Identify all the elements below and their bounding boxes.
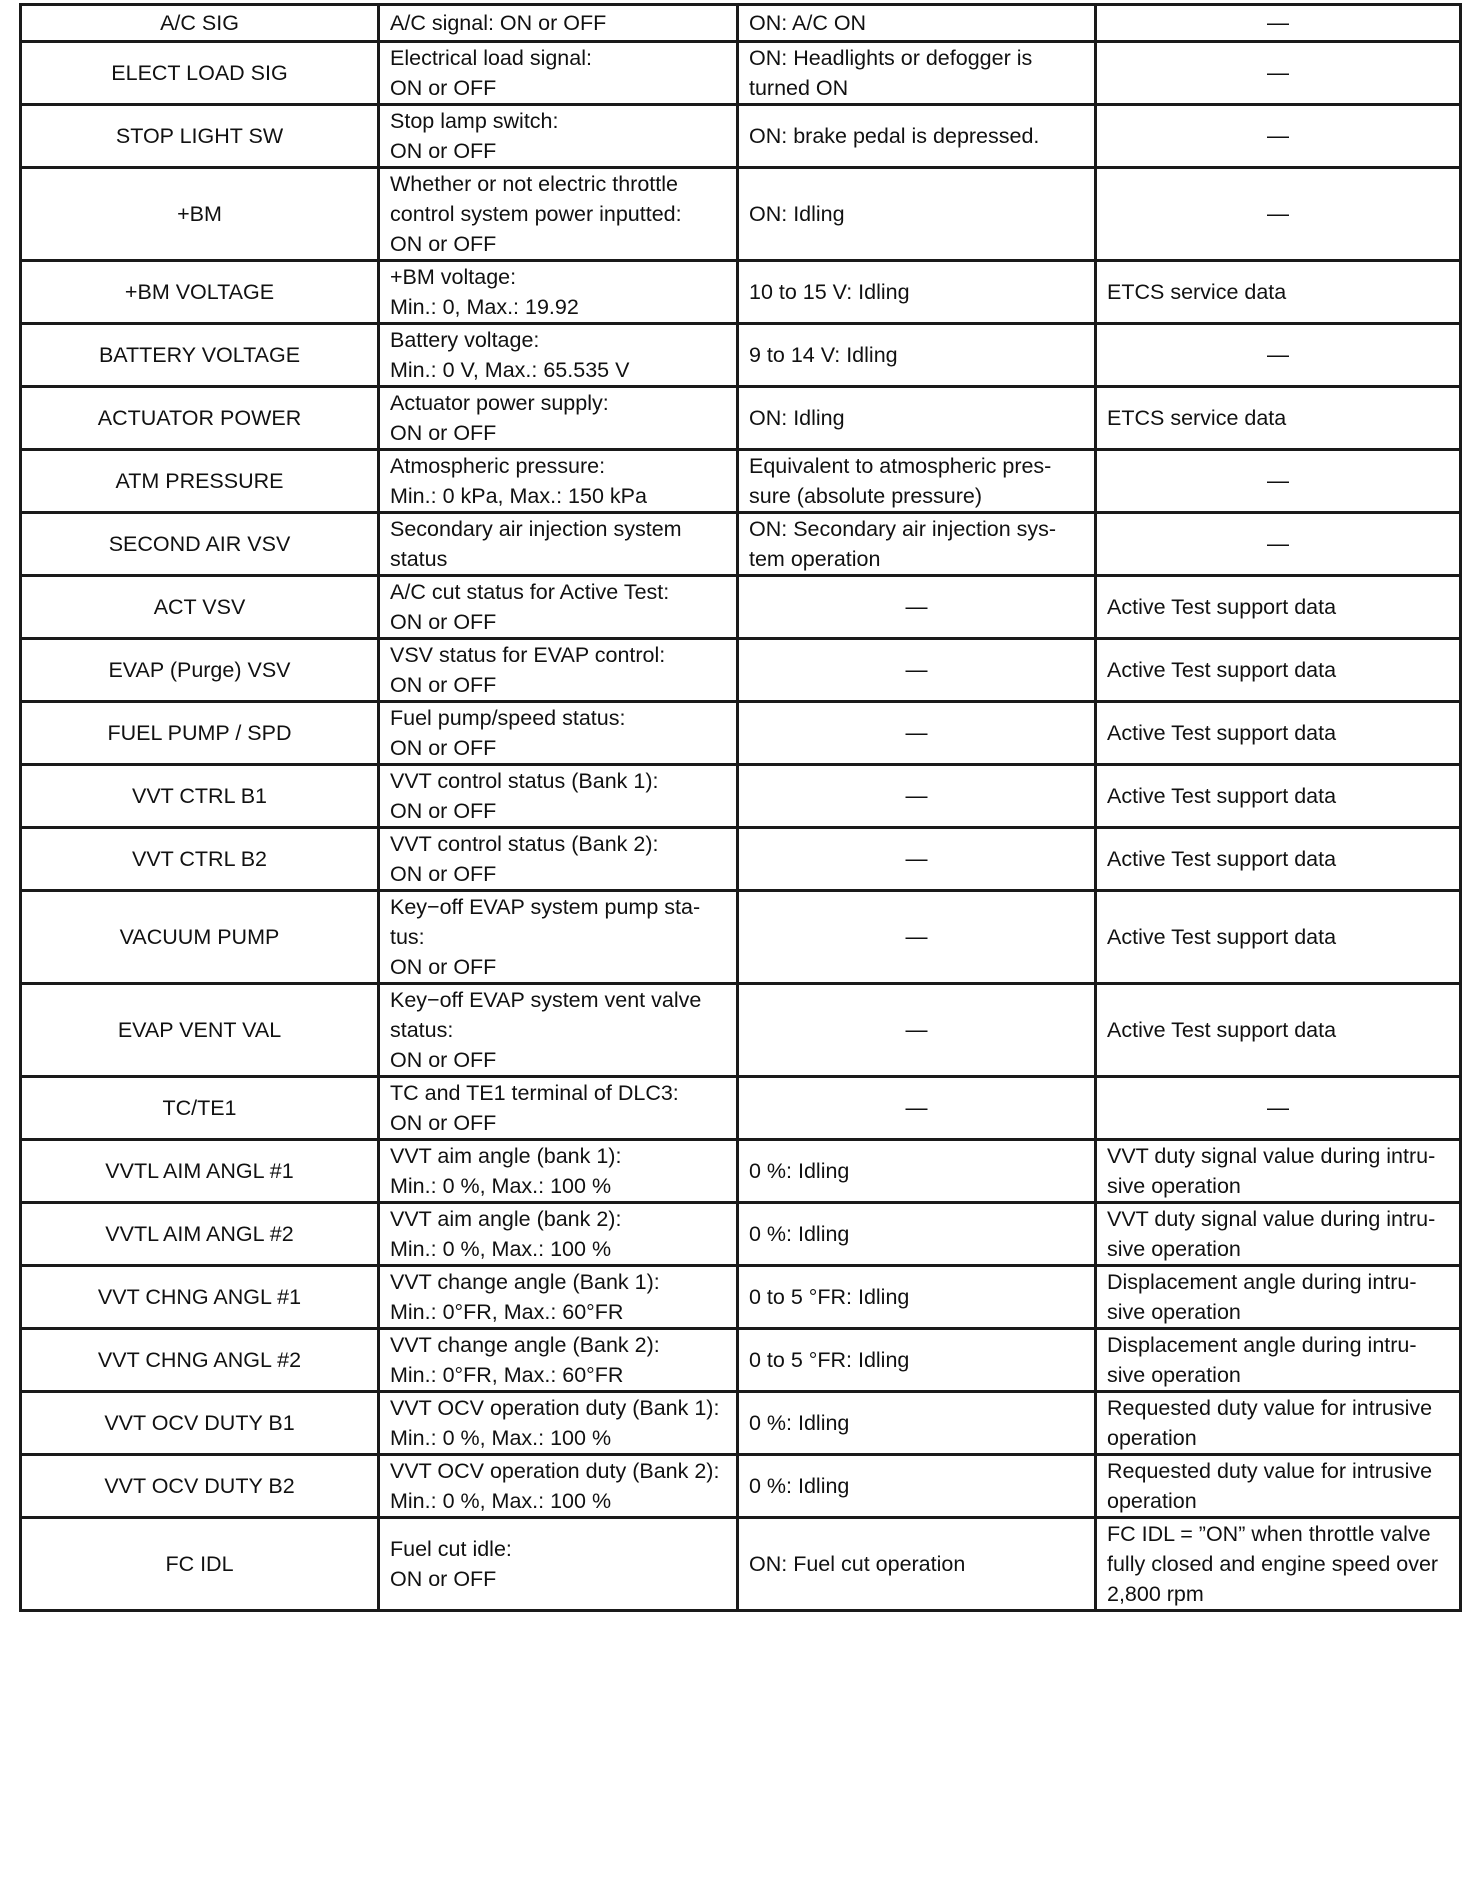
- normal-condition-cell: [738, 1392, 1096, 1455]
- empty-dash: —: [905, 1017, 928, 1042]
- diagnostic-note-cell: [1096, 1140, 1461, 1203]
- cell-text-line: 0 %: Idling: [749, 1159, 850, 1183]
- cell-text-line: Active Test support data: [1107, 784, 1337, 808]
- cell-text-line: ON or OFF: [390, 139, 497, 163]
- item-label: BATTERY VOLTAGE: [98, 343, 301, 367]
- cell-text-line: 0 %: Idling: [749, 1474, 850, 1498]
- table-row: [21, 5, 1461, 42]
- diagnostic-note-cell: [1096, 5, 1461, 42]
- cell-text-line: Electrical load signal:: [390, 46, 592, 70]
- diagnostic-note-cell: [1096, 765, 1461, 828]
- cell-text-line: FC IDL = ”ON” when throttle valve: [1107, 1522, 1431, 1546]
- cell-text-line: ON or OFF: [390, 1048, 497, 1072]
- cell-text-line: Active Test support data: [1107, 1018, 1337, 1042]
- data-list-table: [19, 3, 1462, 1612]
- cell-text-line: Active Test support data: [1107, 658, 1337, 682]
- cell-text-line: Actuator power supply:: [390, 391, 609, 415]
- item-cell: [21, 891, 379, 984]
- cell-text-line: Min.: 0 %, Max.: 100 %: [390, 1237, 612, 1261]
- cell-text-line: operation: [1107, 1426, 1197, 1450]
- diagnostic-note-cell: [1096, 702, 1461, 765]
- cell-text-line: VVT OCV operation duty (Bank 2):: [390, 1459, 720, 1483]
- cell-text-line: ON: A/C ON: [749, 11, 867, 35]
- cell-text-line: ON: Idling: [749, 202, 845, 226]
- item-cell: [21, 1518, 379, 1611]
- cell-text-line: ON or OFF: [390, 232, 497, 256]
- cell-text-line: Displacement angle during intru-: [1107, 1333, 1417, 1357]
- cell-text-line: ON or OFF: [390, 76, 497, 100]
- item-cell: [21, 42, 379, 105]
- cell-text-line: ON or OFF: [390, 610, 497, 634]
- cell-text-line: Equivalent to atmospheric pres-: [749, 454, 1052, 478]
- normal-condition-cell: [738, 576, 1096, 639]
- cell-text-line: VVT control status (Bank 1):: [390, 769, 659, 793]
- cell-text-line: control system power inputted:: [390, 202, 682, 226]
- cell-text-line: VVT duty signal value during intru-: [1107, 1144, 1436, 1168]
- item-cell: [21, 765, 379, 828]
- diagnostic-note-cell: [1096, 1203, 1461, 1266]
- table-row: [21, 105, 1461, 168]
- normal-condition-cell: [738, 1077, 1096, 1140]
- cell-text-line: ON: Secondary air injection sys-: [749, 517, 1057, 541]
- cell-text-line: VVT aim angle (bank 1):: [390, 1144, 622, 1168]
- cell-text-line: Min.: 0 V, Max.: 65.535 V: [390, 358, 630, 382]
- diagnostic-note-cell: [1096, 324, 1461, 387]
- diagnostic-note-cell: [1096, 387, 1461, 450]
- item-label: VVT CTRL B1: [131, 784, 267, 808]
- measurement-cell: [379, 105, 738, 168]
- cell-text-line: VVT OCV operation duty (Bank 1):: [390, 1396, 720, 1420]
- cell-text-line: ON: Headlights or defogger is: [749, 46, 1033, 70]
- diagnostic-note-cell: [1096, 168, 1461, 261]
- table-row: [21, 450, 1461, 513]
- measurement-cell: [379, 1266, 738, 1329]
- measurement-cell: [379, 513, 738, 576]
- item-cell: [21, 1329, 379, 1392]
- cell-text-line: status:: [390, 1018, 454, 1042]
- data-list-table-page: [19, 3, 1459, 1612]
- measurement-cell: [379, 387, 738, 450]
- table-row: [21, 42, 1461, 105]
- cell-text-line: +BM voltage:: [390, 265, 517, 289]
- normal-condition-cell: [738, 1203, 1096, 1266]
- measurement-cell: [379, 450, 738, 513]
- table-row: [21, 324, 1461, 387]
- table-row: [21, 828, 1461, 891]
- cell-text-line: ON: brake pedal is depressed.: [749, 124, 1040, 148]
- cell-text-line: Requested duty value for intrusive: [1107, 1396, 1433, 1420]
- cell-text-line: 0 to 5 °FR: Idling: [749, 1285, 910, 1309]
- diagnostic-note-cell: [1096, 513, 1461, 576]
- item-cell: [21, 702, 379, 765]
- cell-text-line: 0 %: Idling: [749, 1222, 850, 1246]
- empty-dash: —: [1267, 531, 1289, 556]
- normal-condition-cell: [738, 828, 1096, 891]
- cell-text-line: Whether or not electric throttle: [390, 172, 678, 196]
- cell-text-line: Active Test support data: [1107, 847, 1337, 871]
- cell-text-line: Min.: 0, Max.: 19.92: [390, 295, 579, 319]
- cell-text-line: Min.: 0 %, Max.: 100 %: [390, 1174, 612, 1198]
- measurement-cell: [379, 984, 738, 1077]
- item-cell: [21, 5, 379, 42]
- table-row: [21, 168, 1461, 261]
- item-label: FC IDL: [165, 1552, 234, 1576]
- cell-text-line: operation: [1107, 1489, 1197, 1513]
- empty-dash: —: [1267, 123, 1289, 148]
- empty-dash: —: [905, 594, 928, 619]
- empty-dash: —: [905, 1095, 928, 1120]
- measurement-cell: [379, 639, 738, 702]
- table-row: [21, 261, 1461, 324]
- table-row: [21, 1392, 1461, 1455]
- item-label: +BM VOLTAGE: [124, 280, 275, 304]
- table-row: [21, 1266, 1461, 1329]
- diagnostic-note-cell: [1096, 261, 1461, 324]
- cell-text-line: 10 to 15 V: Idling: [749, 280, 910, 304]
- cell-text-line: sive operation: [1107, 1300, 1241, 1324]
- measurement-cell: [379, 261, 738, 324]
- cell-text-line: ON or OFF: [390, 421, 497, 445]
- item-label: VVT CHNG ANGL #2: [97, 1348, 302, 1372]
- measurement-cell: [379, 891, 738, 984]
- normal-condition-cell: [738, 765, 1096, 828]
- normal-condition-cell: [738, 168, 1096, 261]
- cell-text-line: fully closed and engine speed over: [1107, 1552, 1439, 1576]
- measurement-cell: [379, 324, 738, 387]
- cell-text-line: status: [390, 547, 448, 571]
- item-label: EVAP (Purge) VSV: [108, 658, 291, 682]
- cell-text-line: ON or OFF: [390, 673, 497, 697]
- item-label: VVTL AIM ANGL #1: [105, 1159, 294, 1183]
- item-label: A/C SIG: [160, 11, 239, 35]
- item-cell: [21, 1140, 379, 1203]
- item-cell: [21, 828, 379, 891]
- cell-text-line: sive operation: [1107, 1363, 1241, 1387]
- normal-condition-cell: [738, 387, 1096, 450]
- cell-text-line: VVT change angle (Bank 2):: [390, 1333, 660, 1357]
- item-cell: [21, 168, 379, 261]
- item-label: ACTUATOR POWER: [97, 406, 302, 430]
- normal-condition-cell: [738, 702, 1096, 765]
- item-label: VVT OCV DUTY B2: [104, 1474, 295, 1498]
- item-cell: [21, 324, 379, 387]
- normal-condition-cell: [738, 891, 1096, 984]
- item-label: ATM PRESSURE: [115, 469, 284, 493]
- table-row: [21, 1077, 1461, 1140]
- cell-text-line: Min.: 0°FR, Max.: 60°FR: [390, 1363, 624, 1387]
- empty-dash: —: [1267, 10, 1289, 35]
- table-row: [21, 1518, 1461, 1611]
- measurement-cell: [379, 702, 738, 765]
- normal-condition-cell: [738, 513, 1096, 576]
- item-cell: [21, 387, 379, 450]
- item-label: EVAP VENT VAL: [117, 1018, 282, 1042]
- cell-text-line: Displacement angle during intru-: [1107, 1270, 1417, 1294]
- diagnostic-note-cell: [1096, 891, 1461, 984]
- item-label: SECOND AIR VSV: [108, 532, 291, 556]
- diagnostic-note-cell: [1096, 1077, 1461, 1140]
- item-cell: [21, 1203, 379, 1266]
- item-cell: [21, 1455, 379, 1518]
- item-label: FUEL PUMP / SPD: [107, 721, 292, 745]
- normal-condition-cell: [738, 984, 1096, 1077]
- table-row: [21, 387, 1461, 450]
- measurement-cell: [379, 828, 738, 891]
- cell-text-line: Min.: 0 kPa, Max.: 150 kPa: [390, 484, 647, 508]
- cell-text-line: A/C signal: ON or OFF: [390, 11, 607, 35]
- cell-text-line: ON: Fuel cut operation: [749, 1552, 966, 1576]
- table-row: [21, 1455, 1461, 1518]
- diagnostic-note-cell: [1096, 1518, 1461, 1611]
- item-cell: [21, 1392, 379, 1455]
- cell-text-line: TC and TE1 terminal of DLC3:: [390, 1081, 679, 1105]
- table-row: [21, 702, 1461, 765]
- diagnostic-note-cell: [1096, 105, 1461, 168]
- normal-condition-cell: [738, 105, 1096, 168]
- measurement-cell: [379, 1140, 738, 1203]
- diagnostic-note-cell: [1096, 42, 1461, 105]
- item-cell: [21, 1266, 379, 1329]
- table-row: [21, 1140, 1461, 1203]
- measurement-cell: [379, 1518, 738, 1611]
- measurement-cell: [379, 5, 738, 42]
- table-body: [21, 5, 1461, 1611]
- normal-condition-cell: [738, 1518, 1096, 1611]
- diagnostic-note-cell: [1096, 984, 1461, 1077]
- item-label: VVT OCV DUTY B1: [104, 1411, 295, 1435]
- item-cell: [21, 639, 379, 702]
- cell-text-line: Fuel pump/speed status:: [390, 706, 626, 730]
- cell-text-line: sive operation: [1107, 1174, 1241, 1198]
- cell-text-line: Active Test support data: [1107, 595, 1337, 619]
- empty-dash: —: [905, 657, 928, 682]
- item-label: STOP LIGHT SW: [115, 124, 284, 148]
- cell-text-line: tem operation: [749, 547, 881, 571]
- cell-text-line: ON or OFF: [390, 799, 497, 823]
- cell-text-line: 0 %: Idling: [749, 1411, 850, 1435]
- cell-text-line: 9 to 14 V: Idling: [749, 343, 898, 367]
- item-cell: [21, 105, 379, 168]
- empty-dash: —: [1267, 1095, 1289, 1120]
- cell-text-line: VVT control status (Bank 2):: [390, 832, 659, 856]
- item-cell: [21, 450, 379, 513]
- normal-condition-cell: [738, 42, 1096, 105]
- measurement-cell: [379, 1455, 738, 1518]
- item-label: VVT CHNG ANGL #1: [97, 1285, 302, 1309]
- cell-text-line: sive operation: [1107, 1237, 1241, 1261]
- empty-dash: —: [905, 924, 928, 949]
- diagnostic-note-cell: [1096, 450, 1461, 513]
- cell-text-line: Fuel cut idle:: [390, 1537, 512, 1561]
- table-row: [21, 984, 1461, 1077]
- diagnostic-note-cell: [1096, 639, 1461, 702]
- cell-text-line: ETCS service data: [1107, 406, 1287, 430]
- cell-text-line: VVT duty signal value during intru-: [1107, 1207, 1436, 1231]
- cell-text-line: Key−off EVAP system pump sta-: [390, 895, 701, 919]
- cell-text-line: Battery voltage:: [390, 328, 540, 352]
- item-cell: [21, 261, 379, 324]
- cell-text-line: ON or OFF: [390, 1111, 497, 1135]
- cell-text-line: turned ON: [749, 76, 849, 100]
- measurement-cell: [379, 765, 738, 828]
- item-label: VACUUM PUMP: [119, 925, 280, 949]
- cell-text-line: Secondary air injection system: [390, 517, 682, 541]
- cell-text-line: ON or OFF: [390, 1567, 497, 1591]
- diagnostic-note-cell: [1096, 1392, 1461, 1455]
- item-cell: [21, 1077, 379, 1140]
- item-cell: [21, 576, 379, 639]
- cell-text-line: Min.: 0°FR, Max.: 60°FR: [390, 1300, 624, 1324]
- cell-text-line: Requested duty value for intrusive: [1107, 1459, 1433, 1483]
- item-label: +BM: [177, 202, 222, 226]
- cell-text-line: Key−off EVAP system vent valve: [390, 988, 702, 1012]
- cell-text-line: 0 to 5 °FR: Idling: [749, 1348, 910, 1372]
- item-label: TC/TE1: [162, 1096, 237, 1120]
- table-row: [21, 1329, 1461, 1392]
- cell-text-line: Stop lamp switch:: [390, 109, 559, 133]
- measurement-cell: [379, 1077, 738, 1140]
- measurement-cell: [379, 1203, 738, 1266]
- normal-condition-cell: [738, 639, 1096, 702]
- diagnostic-note-cell: [1096, 1455, 1461, 1518]
- measurement-cell: [379, 168, 738, 261]
- item-cell: [21, 513, 379, 576]
- empty-dash: —: [1267, 468, 1289, 493]
- measurement-cell: [379, 1392, 738, 1455]
- cell-text-line: A/C cut status for Active Test:: [390, 580, 670, 604]
- cell-text-line: tus:: [390, 925, 425, 949]
- empty-dash: —: [1267, 201, 1289, 226]
- normal-condition-cell: [738, 1455, 1096, 1518]
- measurement-cell: [379, 42, 738, 105]
- table-row: [21, 576, 1461, 639]
- cell-text-line: Active Test support data: [1107, 721, 1337, 745]
- diagnostic-note-cell: [1096, 576, 1461, 639]
- cell-text-line: 2,800 rpm: [1107, 1582, 1204, 1606]
- item-label: ELECT LOAD SIG: [111, 61, 288, 85]
- measurement-cell: [379, 1329, 738, 1392]
- cell-text-line: VSV status for EVAP control:: [390, 643, 666, 667]
- table-row: [21, 891, 1461, 984]
- item-label: VVT CTRL B2: [131, 847, 267, 871]
- cell-text-line: VVT change angle (Bank 1):: [390, 1270, 660, 1294]
- cell-text-line: ON or OFF: [390, 955, 497, 979]
- empty-dash: —: [905, 783, 928, 808]
- normal-condition-cell: [738, 1266, 1096, 1329]
- cell-text-line: Active Test support data: [1107, 925, 1337, 949]
- cell-text-line: Min.: 0 %, Max.: 100 %: [390, 1426, 612, 1450]
- cell-text-line: VVT aim angle (bank 2):: [390, 1207, 622, 1231]
- empty-dash: —: [1267, 342, 1289, 367]
- normal-condition-cell: [738, 5, 1096, 42]
- cell-text-line: ON: Idling: [749, 406, 845, 430]
- cell-text-line: ETCS service data: [1107, 280, 1287, 304]
- table-row: [21, 513, 1461, 576]
- empty-dash: —: [905, 720, 928, 745]
- normal-condition-cell: [738, 1329, 1096, 1392]
- normal-condition-cell: [738, 450, 1096, 513]
- empty-dash: —: [905, 846, 928, 871]
- normal-condition-cell: [738, 324, 1096, 387]
- cell-text-line: Atmospheric pressure:: [390, 454, 606, 478]
- table-row: [21, 1203, 1461, 1266]
- empty-dash: —: [1267, 60, 1289, 85]
- normal-condition-cell: [738, 261, 1096, 324]
- cell-text-line: ON or OFF: [390, 736, 497, 760]
- table-row: [21, 765, 1461, 828]
- item-cell: [21, 984, 379, 1077]
- item-label: VVTL AIM ANGL #2: [105, 1222, 294, 1246]
- diagnostic-note-cell: [1096, 1329, 1461, 1392]
- item-label: ACT VSV: [153, 595, 246, 619]
- diagnostic-note-cell: [1096, 1266, 1461, 1329]
- measurement-cell: [379, 576, 738, 639]
- diagnostic-note-cell: [1096, 828, 1461, 891]
- cell-text-line: Min.: 0 %, Max.: 100 %: [390, 1489, 612, 1513]
- cell-text-line: sure (absolute pressure): [749, 484, 983, 508]
- normal-condition-cell: [738, 1140, 1096, 1203]
- cell-text-line: ON or OFF: [390, 862, 497, 886]
- table-row: [21, 639, 1461, 702]
